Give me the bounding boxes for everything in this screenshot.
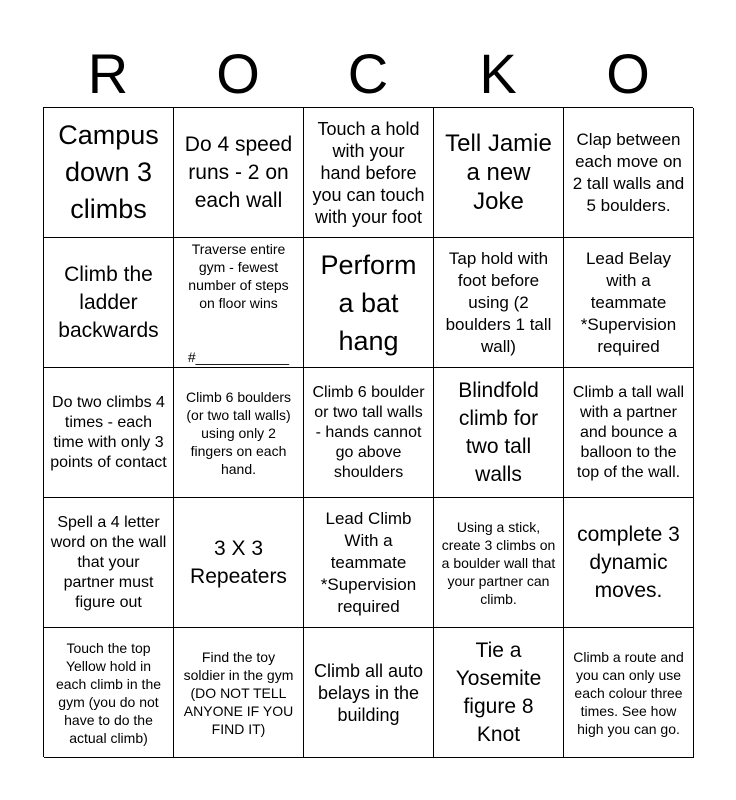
cell-text: Find the toy soldier in the gym (DO NOT TELL ANYONE IF YOU FIND IT): [183, 648, 294, 737]
bingo-cell[interactable]: [304, 628, 434, 758]
bingo-cell[interactable]: [564, 238, 694, 368]
cell-text: Lead Climb With a teammate *Supervision required: [320, 508, 417, 616]
bingo-cell[interactable]: [304, 238, 434, 368]
bingo-cell[interactable]: [304, 108, 434, 238]
header-letter-r: R: [87, 42, 129, 105]
header-letter-k: K: [479, 42, 517, 105]
cell-text: Using a stick, create 3 climbs on a boulder wall that your partner can climb.: [441, 518, 556, 607]
bingo-cell[interactable]: [44, 108, 174, 238]
cell-text: Campus down 3 climbs: [58, 120, 159, 224]
header-letter-o: O: [216, 42, 260, 105]
bingo-cell[interactable]: [174, 238, 304, 368]
bingo-cell[interactable]: [434, 238, 564, 368]
score-blank: #____________: [187, 348, 290, 365]
bingo-cell[interactable]: [304, 368, 434, 498]
bingo-cell[interactable]: [434, 368, 564, 498]
cell-text: Climb a tall wall with a partner and bounce a balloon to the top of the wall.: [572, 383, 685, 481]
bingo-cell[interactable]: [174, 498, 304, 628]
bingo-cell[interactable]: [434, 498, 564, 628]
cell-text: Clap between each move on 2 tall walls and 5 boulders.: [572, 129, 685, 215]
bingo-cell[interactable]: [44, 498, 174, 628]
bingo-cell[interactable]: [564, 628, 694, 758]
bingo-cell[interactable]: [434, 628, 564, 758]
bingo-grid: [43, 107, 693, 757]
cell-text: Tap hold with foot before using (2 boulders 1 tall wall): [445, 248, 552, 356]
cell-text: Tie a Yosemite figure 8 Knot: [455, 638, 542, 746]
cell-text: Do two climbs 4 times - each time with only 3 points of contact: [50, 393, 167, 471]
header-letter-c: C: [347, 42, 389, 105]
bingo-cell[interactable]: [564, 368, 694, 498]
cell-text: Touch the top Yellow hold in each climb in the gym (you do not have to do the actual climb): [55, 639, 162, 746]
bingo-header: [43, 40, 693, 108]
bingo-cell[interactable]: [174, 108, 304, 238]
cell-text: Climb 6 boulders (or two tall walls) using only 2 fingers on each hand.: [185, 388, 292, 477]
cell-text: Do 4 speed runs - 2 on each wall: [184, 132, 293, 212]
cell-text: Climb the ladder backwards: [58, 262, 159, 342]
header-letter-o-2: O: [606, 42, 650, 105]
cell-text: Traverse entire gym - fewest number of steps on floor wins: [188, 240, 289, 311]
cell-text: complete 3 dynamic moves.: [577, 522, 680, 602]
cell-text: Spell a 4 letter word on the wall that your partner must figure out: [50, 513, 167, 611]
cell-text: Lead Belay with a teammate *Supervision required: [580, 248, 677, 356]
bingo-cell[interactable]: [564, 498, 694, 628]
bingo-cell[interactable]: [174, 368, 304, 498]
cell-text: Climb 6 boulder or two tall walls - hands cannot go above shoulders: [312, 383, 425, 481]
cell-text: Climb all auto belays in the building: [313, 660, 424, 725]
cell-text: Blindfold climb for two tall walls: [458, 378, 539, 486]
bingo-cell[interactable]: [44, 238, 174, 368]
cell-text: Touch a hold with your hand before you can touch with your foot: [312, 118, 425, 227]
bingo-cell[interactable]: [434, 108, 564, 238]
cell-text: Perform a bat hang: [320, 249, 417, 356]
cell-text: Tell Jamie a new Joke: [445, 130, 552, 215]
cell-text: Climb a route and you can only use each colour three times. See how high you can go.: [573, 648, 684, 737]
bingo-cell[interactable]: [44, 628, 174, 758]
bingo-cell[interactable]: [174, 628, 304, 758]
bingo-cell[interactable]: [44, 368, 174, 498]
bingo-cell[interactable]: [564, 108, 694, 238]
cell-text: 3 X 3 Repeaters: [190, 536, 287, 588]
bingo-cell[interactable]: [304, 498, 434, 628]
